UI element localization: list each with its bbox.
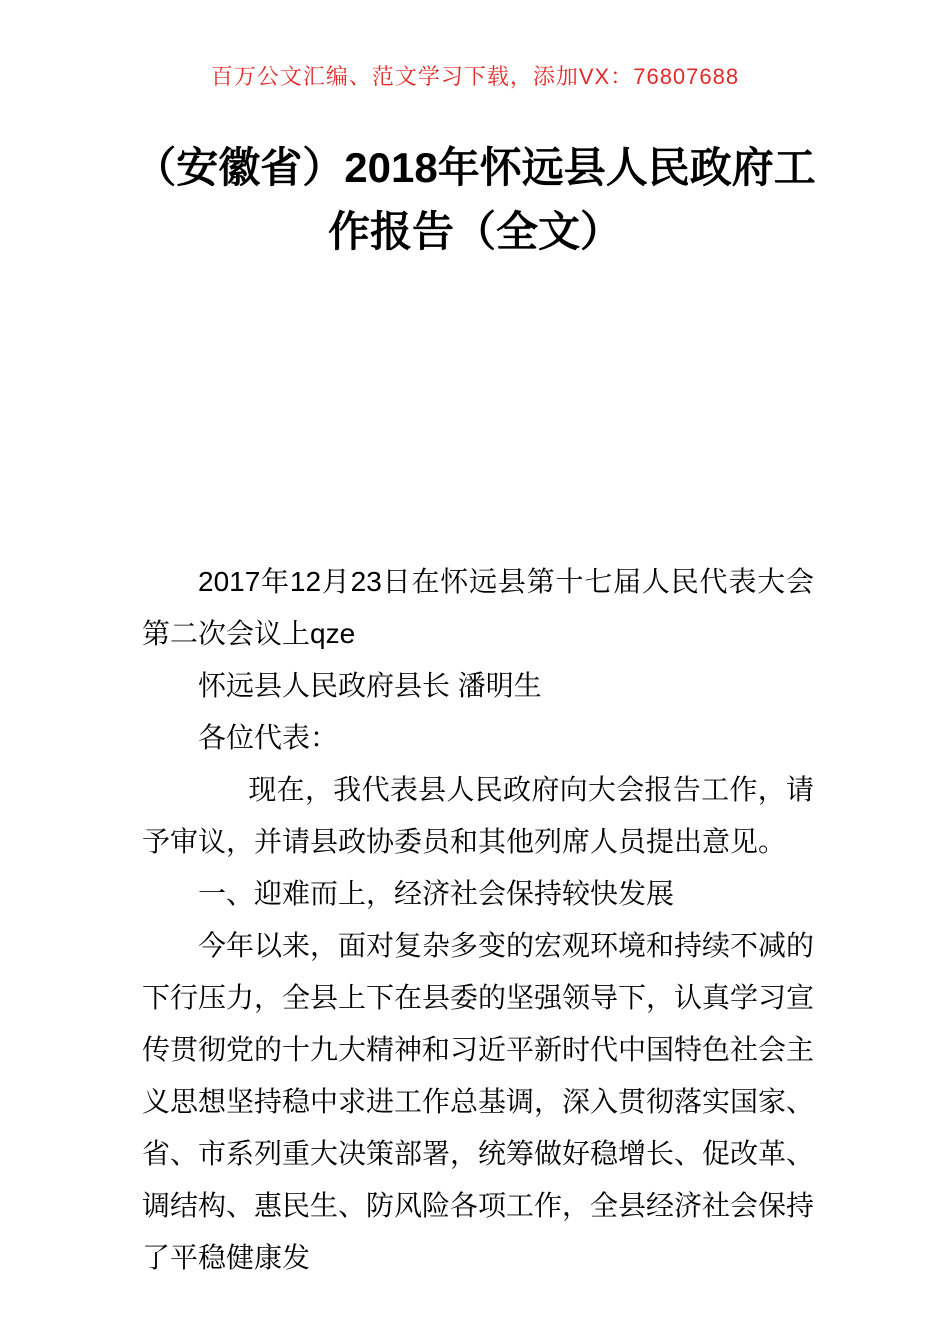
paragraph: 今年以来，面对复杂多变的宏观环境和持续不减的下行压力，全县上下在县委的坚强领导下，认真学习宣传贯彻党的十九大精神和习近平新时代中国特色社会主义思想坚持稳中求进工作总基调，深入贯彻落实国家、省、市系列重大决策部署，统筹做好稳增长、促改革、调结构、惠民生、防风险各项工作，全县经济社会保持了平稳健康发: [142, 930, 815, 1273]
paragraph: 各位代表：: [198, 722, 339, 753]
page-title: （安徽省）2018年怀远县人民政府工作报告（全文）: [134, 144, 816, 255]
promo-banner-text: 百万公文汇编、范文学习下载，添加VX：76807688: [210, 64, 740, 89]
document-body: [142, 556, 814, 1284]
paragraph: 2017年12月23日在怀远县第十七届人民代表大会第二次会议上qze: [142, 566, 814, 649]
paragraph: 怀远县人民政府县长 潘明生: [198, 670, 542, 701]
paragraph: 现在，我代表县人民政府向大会报告工作，请予审议，并请县政协委员和其他列席人员提出意见。: [142, 774, 814, 857]
paragraph: 一、迎难而上，经济社会保持较快发展: [198, 878, 675, 909]
